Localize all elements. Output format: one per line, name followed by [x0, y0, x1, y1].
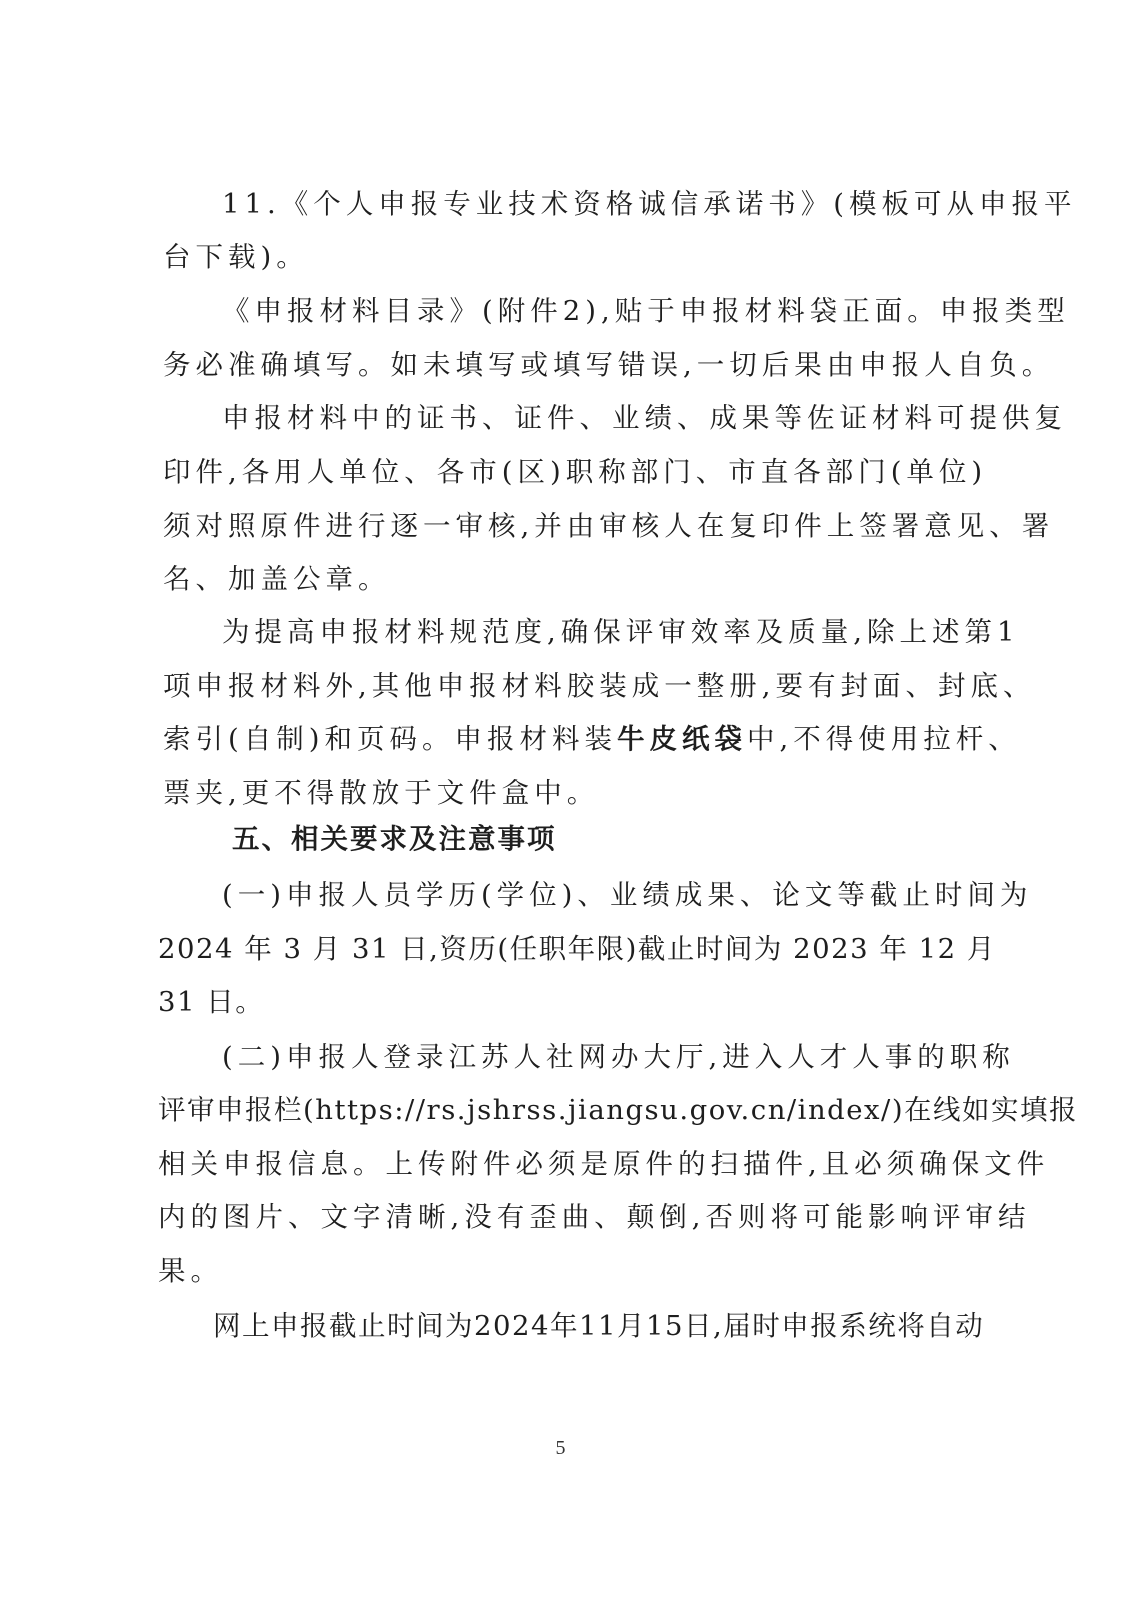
section-heading-requirements: 五、相关要求及注意事项 — [232, 823, 557, 855]
deadline-paragraph-line-3: 31 日。 — [158, 986, 265, 1018]
online-paragraph-line-3: 相关申报信息。上传附件必须是原件的扫描件,且必须确保文件 — [158, 1148, 1050, 1180]
kraft-bag-emphasis: 牛皮纸袋 — [616, 723, 747, 755]
online-paragraph-line-4: 内的图片、文字清晰,没有歪曲、颠倒,否则将可能影响评审结 — [158, 1201, 1031, 1233]
online-paragraph-line-1: (二)申报人登录江苏人社网办大厅,进入人才人事的职称 — [222, 1041, 1015, 1073]
item-11-line-2: 台下载)。 — [163, 241, 309, 273]
binding-text-before: 索引(自制)和页码。申报材料装 — [163, 723, 617, 755]
online-paragraph-line-5: 果。 — [158, 1255, 223, 1287]
item-11-line-1: 11.《个人申报专业技术资格诚信承诺书》(模板可从申报平 — [222, 188, 1077, 220]
binding-text-after: 中,不得使用拉杆、 — [746, 723, 1021, 755]
copies-paragraph-line-2: 印件,各用人单位、各市(区)职称部门、市直各部门(单位) — [163, 456, 988, 488]
deadline-paragraph-line-1: (一)申报人员学历(学位)、业绩成果、论文等截止时间为 — [222, 879, 1033, 911]
binding-paragraph-line-1: 为提高申报材料规范度,确保评审效率及质量,除上述第1 — [222, 616, 1020, 648]
deadline-paragraph-line-2: 2024 年 3 月 31 日,资历(任职年限)截止时间为 2023 年 12 月 — [158, 933, 996, 965]
closing-deadline-line: 网上申报截止时间为2024年11月15日,届时申报系统将自动 — [213, 1310, 985, 1342]
binding-paragraph-line-2: 项申报材料外,其他申报材料胶装成一整册,要有封面、封底、 — [163, 670, 1036, 702]
copies-paragraph-line-1: 申报材料中的证书、证件、业绩、成果等佐证材料可提供复 — [222, 402, 1067, 434]
online-paragraph-line-2: 评审申报栏(https://rs.jshrss.jiangsu.gov.cn/index/)在线如实填报 — [158, 1094, 1079, 1126]
copies-paragraph-line-3: 须对照原件进行逐一审核,并由审核人在复印件上签署意见、署 — [163, 510, 1055, 542]
catalog-paragraph-line-2: 务必准确填写。如未填写或填写错误,一切后果由申报人自负。 — [163, 349, 1055, 381]
binding-paragraph-line-3 — [163, 721, 1021, 757]
page-number: 5 — [555, 1437, 566, 1459]
copies-paragraph-line-4: 名、加盖公章。 — [163, 563, 391, 595]
catalog-paragraph-line-1: 《申报材料目录》(附件2),贴于申报材料袋正面。申报类型 — [222, 295, 1070, 327]
binding-paragraph-line-4: 票夹,更不得散放于文件盒中。 — [163, 777, 600, 809]
